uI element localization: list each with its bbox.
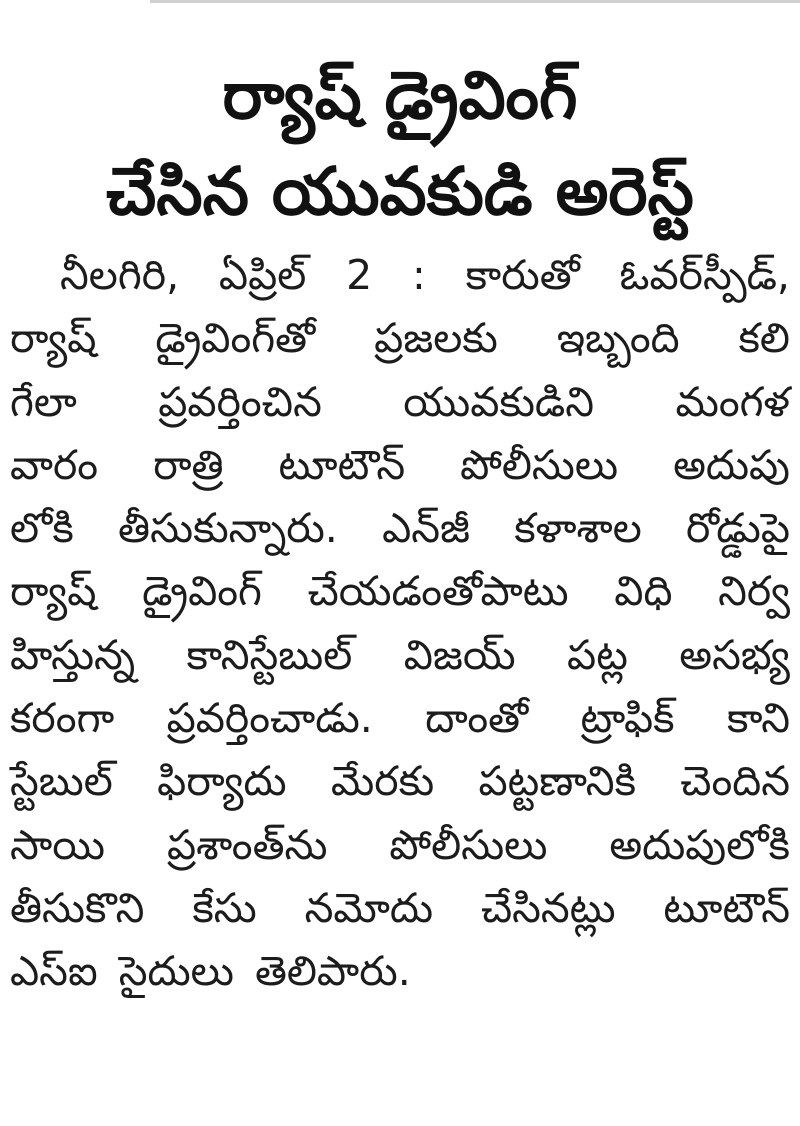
body-word: పట్టణానికి — [478, 757, 636, 806]
body-word: ఓవర్‌స్పీడ్‌, — [619, 251, 790, 299]
body-word: పట్ల — [567, 630, 628, 679]
body-word: నమోదు — [304, 883, 434, 932]
body-word: నీలగిరి, — [60, 251, 180, 299]
body-word: కాని — [726, 694, 790, 743]
body-word: దాంతో — [425, 694, 529, 743]
body-word: కేసు — [192, 883, 257, 932]
body-line — [10, 687, 790, 750]
body-line — [10, 560, 790, 623]
body-word: : — [412, 251, 426, 299]
body-word: ట్రాఫిక్‌ — [580, 694, 675, 743]
body-word: సాయి — [10, 820, 105, 869]
body-word: ప్రశాంత్‌ను — [166, 820, 328, 869]
body-word: ఇబ్బంది — [556, 314, 680, 363]
body-word: కళాశాల — [514, 504, 642, 553]
body-line — [10, 371, 790, 434]
body-word: డ్రైవింగ్‌తో — [155, 314, 316, 363]
body-word: నిర్వ — [718, 567, 790, 616]
headline-line-2: చేసిన యువకుడి అరెస్ట్‌ — [106, 153, 694, 230]
body-word: కరంగా — [10, 694, 115, 743]
body-word: రోడ్డుపై — [686, 504, 790, 553]
body-word: మంగళ — [675, 377, 790, 426]
body-line — [10, 814, 790, 877]
article-headline — [0, 48, 800, 240]
body-line — [10, 624, 790, 687]
body-word: వారం — [10, 440, 99, 489]
body-line — [10, 307, 790, 370]
body-word: ప్రవర్తించిన — [158, 377, 322, 426]
body-word: మేరకు — [330, 757, 435, 806]
body-word: ర్యాష్‌ — [10, 314, 97, 363]
body-word: చేసినట్లు — [480, 883, 616, 932]
body-word: ప్రజలకు — [374, 314, 498, 363]
body-word: ఏప్రిల్‌ — [218, 251, 307, 299]
body-word: గేలా — [10, 377, 77, 426]
body-word: ప్రవర్తించాడు. — [166, 694, 373, 743]
body-word: యువకుడిని — [403, 377, 595, 426]
top-divider — [150, 0, 800, 3]
body-word: లోకి — [10, 504, 74, 553]
body-word: 2 — [346, 251, 373, 299]
body-word: టూటౌన్‌ — [663, 883, 790, 932]
body-word: డ్రైవింగ్‌ — [142, 567, 262, 616]
body-line — [10, 877, 790, 940]
body-word: కలి — [738, 314, 790, 363]
body-word: ఫిర్యాదు — [157, 757, 287, 806]
body-word: కారుతో — [465, 251, 580, 299]
body-word: స్టేబుల్‌ — [10, 757, 113, 806]
body-word: చెందిన — [680, 757, 790, 806]
body-word: పోలీసులు — [460, 440, 619, 489]
body-word: తీసుకున్నారు. — [118, 504, 338, 553]
body-line: ఎస్‌ఐ సైదులు తెలిపారు. — [10, 947, 411, 996]
body-word: విధి — [614, 567, 673, 616]
body-word: ఎన్‌జీ — [382, 504, 470, 553]
body-word: రాత్రి — [153, 440, 224, 489]
body-word: టూటౌన్‌ — [278, 440, 406, 489]
body-word: విజయ్‌ — [403, 630, 516, 679]
body-line — [10, 244, 790, 307]
headline-line-1: ర్యాష్‌ డ్రైవింగ్‌ — [222, 57, 578, 134]
body-line — [10, 497, 790, 560]
body-word: అదుపులోకి — [609, 820, 790, 869]
body-line — [10, 434, 790, 497]
body-word: అసభ్య — [679, 630, 790, 679]
body-line — [10, 750, 790, 813]
body-word: చేయడంతోపాటు — [307, 567, 569, 616]
body-word: అదుపు — [673, 440, 790, 489]
body-word: హిస్తున్న — [10, 630, 136, 679]
body-word: పోలీసులు — [389, 820, 548, 869]
body-word: తీసుకొని — [10, 883, 145, 932]
body-word: కానిస్టేబుల్‌ — [186, 630, 353, 679]
body-word: ర్యాష్‌ — [10, 567, 97, 616]
article-body — [10, 244, 790, 1004]
